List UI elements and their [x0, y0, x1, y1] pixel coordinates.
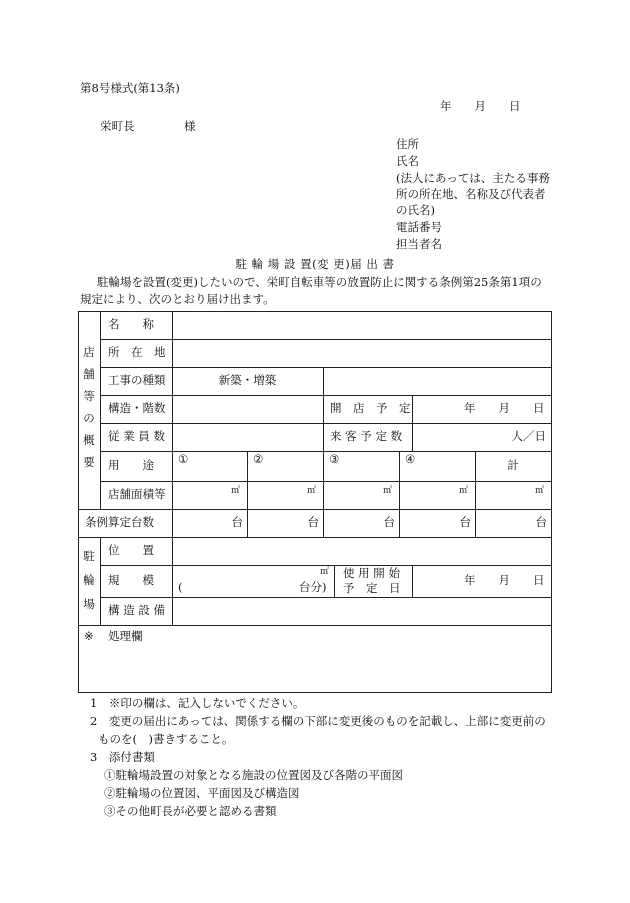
attachment-2: ②駐輪場の位置図、平面図及び構造図 [104, 786, 300, 800]
count-unit-4: 台 [459, 515, 471, 530]
area-unit-2: ㎡ [307, 486, 317, 496]
employees-label: 従 業 員 数 [108, 429, 165, 444]
processing-mark: ※ [84, 629, 94, 643]
attachment-3: ③その他町長が必要と認める書類 [104, 804, 277, 818]
scale-area-unit: ㎡ [320, 567, 330, 577]
note-3: 3 添付書類 [90, 750, 155, 764]
name-label: 名 称 [108, 317, 154, 332]
location-label: 所 在 地 [108, 345, 166, 360]
store-group-char-2: 舗 [83, 367, 95, 382]
intro-line-2: 規定により、次のとおり届け出ます。 [80, 292, 275, 306]
count-unit-2: 台 [307, 515, 319, 530]
scale-label: 規 模 [108, 573, 154, 588]
store-group-char-1: 店 [83, 345, 95, 360]
count-unit-3: 台 [383, 515, 395, 530]
store-group-char-3: 等 [83, 389, 95, 404]
ordinance-count-label: 条例算定台数 [85, 515, 154, 530]
applicant-note-2: 所の所在地、名称及び代表者 [396, 187, 546, 201]
note-2a: 2 変更の届出にあっては、関係する欄の下部に変更後のものを記載し、上部に変更前の [90, 714, 546, 728]
work-type-label: 工事の種類 [108, 373, 166, 388]
use-start-label-2: 予 定 日 [343, 581, 401, 595]
facility-label: 構 造 設 備 [108, 603, 165, 618]
addressee: 栄町長 [100, 119, 135, 133]
count-unit-1: 台 [231, 515, 243, 530]
form-number: 第8号様式(第13条) [80, 81, 180, 95]
processing-label: 処理欄 [108, 629, 143, 643]
use-marker-1: ① [178, 452, 189, 466]
applicant-note-1: (法人にあっては、主たる事務 [396, 171, 550, 185]
use-total-label: 計 [507, 458, 519, 473]
use-marker-4: ④ [405, 452, 416, 466]
use-start-label-1: 使 用 開 始 [343, 566, 400, 580]
work-type-value: 新築・増築 [218, 373, 277, 388]
note-1: 1 ※印の欄は、記入しないでください。 [90, 696, 305, 710]
honorific: 様 [184, 119, 196, 133]
applicant-note-3: の氏名) [396, 203, 435, 217]
use-marker-3: ③ [329, 452, 340, 466]
date-line: 年 月 日 [440, 99, 521, 113]
opening-label: 開 店 予 定 [330, 401, 411, 416]
note-2b: ものを( )書きすること。 [98, 732, 234, 746]
attachment-1: ①駐輪場設置の対象となる施設の位置図及び各階の平面図 [104, 768, 403, 782]
position-label: 位 置 [108, 543, 154, 558]
intro-line-1: 駐輪場を設置(変更)したいので、栄町自転車等の放置防止に関する条例第25条第1項の [97, 275, 542, 289]
opening-date: 年 月 日 [464, 401, 545, 416]
parking-group-char-3: 場 [83, 597, 95, 612]
use-label: 用 途 [108, 458, 154, 473]
use-marker-2: ② [253, 452, 264, 466]
applicant-phone-label: 電話番号 [396, 220, 442, 234]
area-unit-4: ㎡ [459, 486, 469, 496]
count-unit-5: 台 [535, 515, 547, 530]
applicant-name-label: 氏名 [396, 154, 419, 168]
parking-group-char-2: 輪 [83, 573, 95, 588]
structure-label: 構造・階数 [108, 401, 166, 416]
area-unit-5: ㎡ [535, 486, 545, 496]
store-group-char-4: の [83, 411, 95, 426]
floor-area-label: 店舗面積等 [108, 487, 166, 502]
applicant-contact-label: 担当者名 [396, 237, 442, 251]
parking-group-char-1: 駐 [83, 549, 95, 564]
scale-open-paren: ( [178, 580, 183, 594]
visitors-label: 来 客 予 定 数 [330, 429, 403, 444]
document-title: 駐 輪 場 設 置(変 更)届 出 書 [235, 257, 395, 271]
area-unit-1: ㎡ [231, 486, 241, 496]
applicant-address-label: 住所 [396, 137, 419, 151]
use-start-date: 年 月 日 [464, 573, 545, 588]
visitors-unit: 人／日 [511, 429, 546, 444]
store-group-char-6: 要 [83, 455, 95, 470]
store-group-char-5: 概 [83, 433, 95, 448]
scale-count-unit: 台分) [299, 580, 327, 594]
area-unit-3: ㎡ [383, 486, 393, 496]
